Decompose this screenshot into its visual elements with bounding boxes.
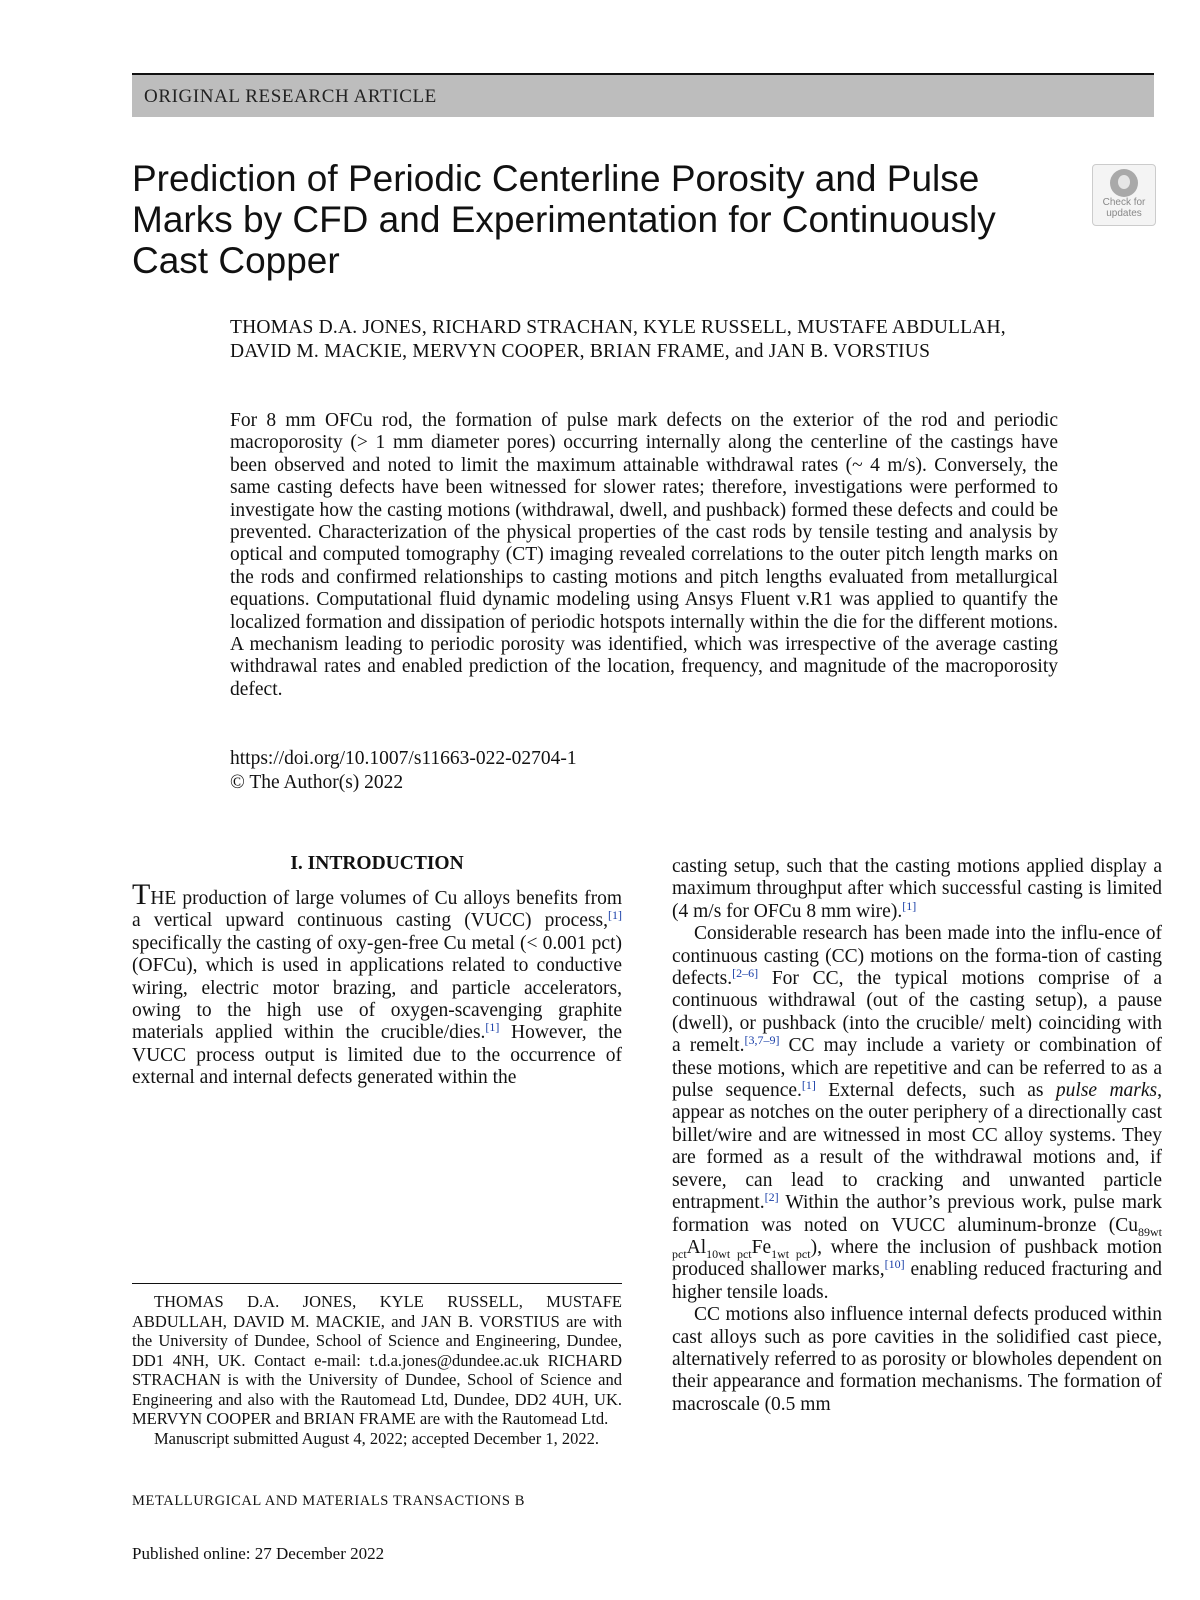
citation-link[interactable]: [1]	[608, 908, 622, 923]
footnote-rule	[132, 1283, 622, 1284]
journal-name: METALLURGICAL AND MATERIALS TRANSACTIONS B	[132, 1493, 525, 1509]
intro-right-column	[672, 856, 1162, 1416]
text-run: Within the author’s previous work, pulse mark formation was noted on VUCC aluminum-bronze (Cu	[672, 1192, 1162, 1236]
subscript: 10wt pct	[706, 1246, 752, 1261]
article-type-label: ORIGINAL RESEARCH ARTICLE	[144, 86, 437, 107]
page-title: Prediction of Periodic Centerline Porosity and Pulse Marks by CFD and Experimentation for Continuously Cast Copper	[132, 158, 996, 281]
doi-link[interactable]: https://doi.org/10.1007/s11663-022-02704-1	[230, 748, 577, 769]
citation-link[interactable]: [1]	[902, 898, 917, 913]
section-heading: I. INTRODUCTION	[290, 853, 464, 874]
citation-link[interactable]: [10]	[884, 1257, 905, 1272]
paragraph	[672, 923, 1162, 1304]
text-run: , appear as notches on the outer periphery of a directionally cast billet/wire and are witnessed in most CC alloy systems. They are formed as a result of the withdrawal motions and, if severe, can lead to cracking and unwanted particle entrapment.	[672, 1080, 1162, 1214]
citation-link[interactable]: [2]	[764, 1190, 779, 1205]
intro-left-column	[132, 878, 622, 1090]
subscript: 89wt pct	[672, 1224, 1162, 1261]
subscript: 1wt pct	[771, 1246, 811, 1261]
citation-link[interactable]: [2–6]	[732, 966, 759, 981]
text-run: specifically the casting of oxy-gen-free Cu metal (< 0.001 pct) (OFCu), which is used in applications related to conductive wiring, electric motor brazing, and particle accelerators, owing to the high use of oxygen-scavenging graphite materials applied within the crucible/dies.	[132, 932, 622, 1044]
text-run: Al	[686, 1236, 707, 1258]
article-type-banner	[132, 75, 1154, 117]
abstract: For 8 mm OFCu rod, the formation of pulse mark defects on the exterior of the rod and periodic macroporosity (> 1 mm diameter pores) occurring internally along the centerline of the castings have been observed and noted to limit the maximum attainable withdrawal rates (~ 4 m/s). Conversely, the same casting defects have been witnessed for slower rates; therefore, investigations were performed to investigate how the casting motions (withdrawal, dwell, and pushback) formed these defects and could be prevented. Characterization of the physical properties of the cast rods by tensile testing and analysis by optical and computed tomography (CT) imaging revealed correlations to the outer pitch length marks on the rods and confirmed relationships to casting motions and pitch lengths evaluated from metallurgical equations. Computational fluid dynamic modeling using Ansys Fluent v.R1 was applied to quantify the localized formation and dissipation of periodic hotspots internally within the die for the different motions. A mechanism leading to periodic porosity was identified, which was irrespective of the average casting withdrawal rates and enabled prediction of the location, frequency, and magnitude of the macroporosity defect.	[230, 410, 1058, 700]
text-run: casting setup, such that the casting motions applied display a maximum throughput after which successful casting is limited (4 m/s for OFCu 8 mm wire).	[672, 856, 1162, 922]
check-for-updates-icon	[1110, 169, 1138, 197]
citation-link[interactable]: [1]	[485, 1020, 500, 1035]
text-run: ), where the inclusion of pushback motion produced shallower marks,	[672, 1236, 1162, 1281]
text-run: External defects, such as	[815, 1080, 1056, 1102]
text-run: Considerable research has been made into the influ-ence of continuous casting (CC) motions on the forma-tion of casting defects.	[672, 923, 1162, 990]
drop-cap: T	[132, 878, 151, 911]
badge-line1: Check for	[1102, 197, 1146, 208]
text-run: For CC, the typical motions comprise of a continuous withdrawal (out of the casting setup), a pause (dwell), or pushback (into the crucible/ melt) coinciding with a remelt.	[672, 968, 1162, 1057]
text-run: HE production of large volumes of Cu alloys benefits from a vertical upward continuous casting (VUCC) process,	[132, 888, 622, 932]
copyright: © The Author(s) 2022	[230, 772, 404, 793]
paragraph: CC motions also influence internal defects produced within cast alloys such as pore cavities in the solidified cast piece, alternatively referred to as porosity or blowholes dependent on their appearance and formation mechanisms. The formation of macroscale (0.5 mm	[672, 1304, 1162, 1415]
text-run: enabling reduced fracturing and higher tensile loads.	[672, 1259, 1162, 1303]
published-date: Published online: 27 December 2022	[132, 1544, 385, 1563]
author-list: THOMAS D.A. JONES, RICHARD STRACHAN, KYLE RUSSELL, MUSTAFE ABDULLAH, DAVID M. MACKIE, MERVYN COOPER, BRIAN FRAME, and JAN B. VORSTIUS	[230, 317, 1006, 362]
badge-line2: updates	[1106, 208, 1142, 219]
intro-paragraph	[132, 878, 622, 1090]
author-affiliations	[132, 1292, 622, 1448]
manuscript-dates: Manuscript submitted August 4, 2022; accepted December 1, 2022.	[154, 1428, 599, 1448]
check-for-updates-badge[interactable]	[1092, 164, 1156, 226]
text-run: Fe	[751, 1236, 772, 1258]
text-run: However, the VUCC process output is limited due to the occurrence of external and internal defects generated within the	[132, 1022, 622, 1089]
paragraph	[672, 856, 1162, 923]
affiliation-text: THOMAS D.A. JONES, KYLE RUSSELL, MUSTAFE ABDULLAH, DAVID M. MACKIE, and JAN B. VORSTIUS are with the University of Dundee, School of Science and Engineering, Dundee, DD1 4NH, UK. Contact e-mail: t.d.a.jones@dundee.ac.uk RICHARD STRACHAN is with the University of Dundee, School of Science and Engineering and also with the Rautomead Ltd, Dundee, DD2 4UH, UK. MERVYN COOPER and BRIAN FRAME are with the Rautomead Ltd.	[132, 1292, 622, 1428]
citation-link[interactable]: [3,7–9]	[744, 1033, 780, 1048]
citation-link[interactable]: [1]	[801, 1078, 816, 1093]
doi-block	[230, 747, 577, 795]
text-run: CC may include a variety or combination of these motions, which are repetitive and can be referred to as a pulse sequence.	[672, 1035, 1163, 1102]
emphasis: pulse marks	[1055, 1080, 1158, 1102]
